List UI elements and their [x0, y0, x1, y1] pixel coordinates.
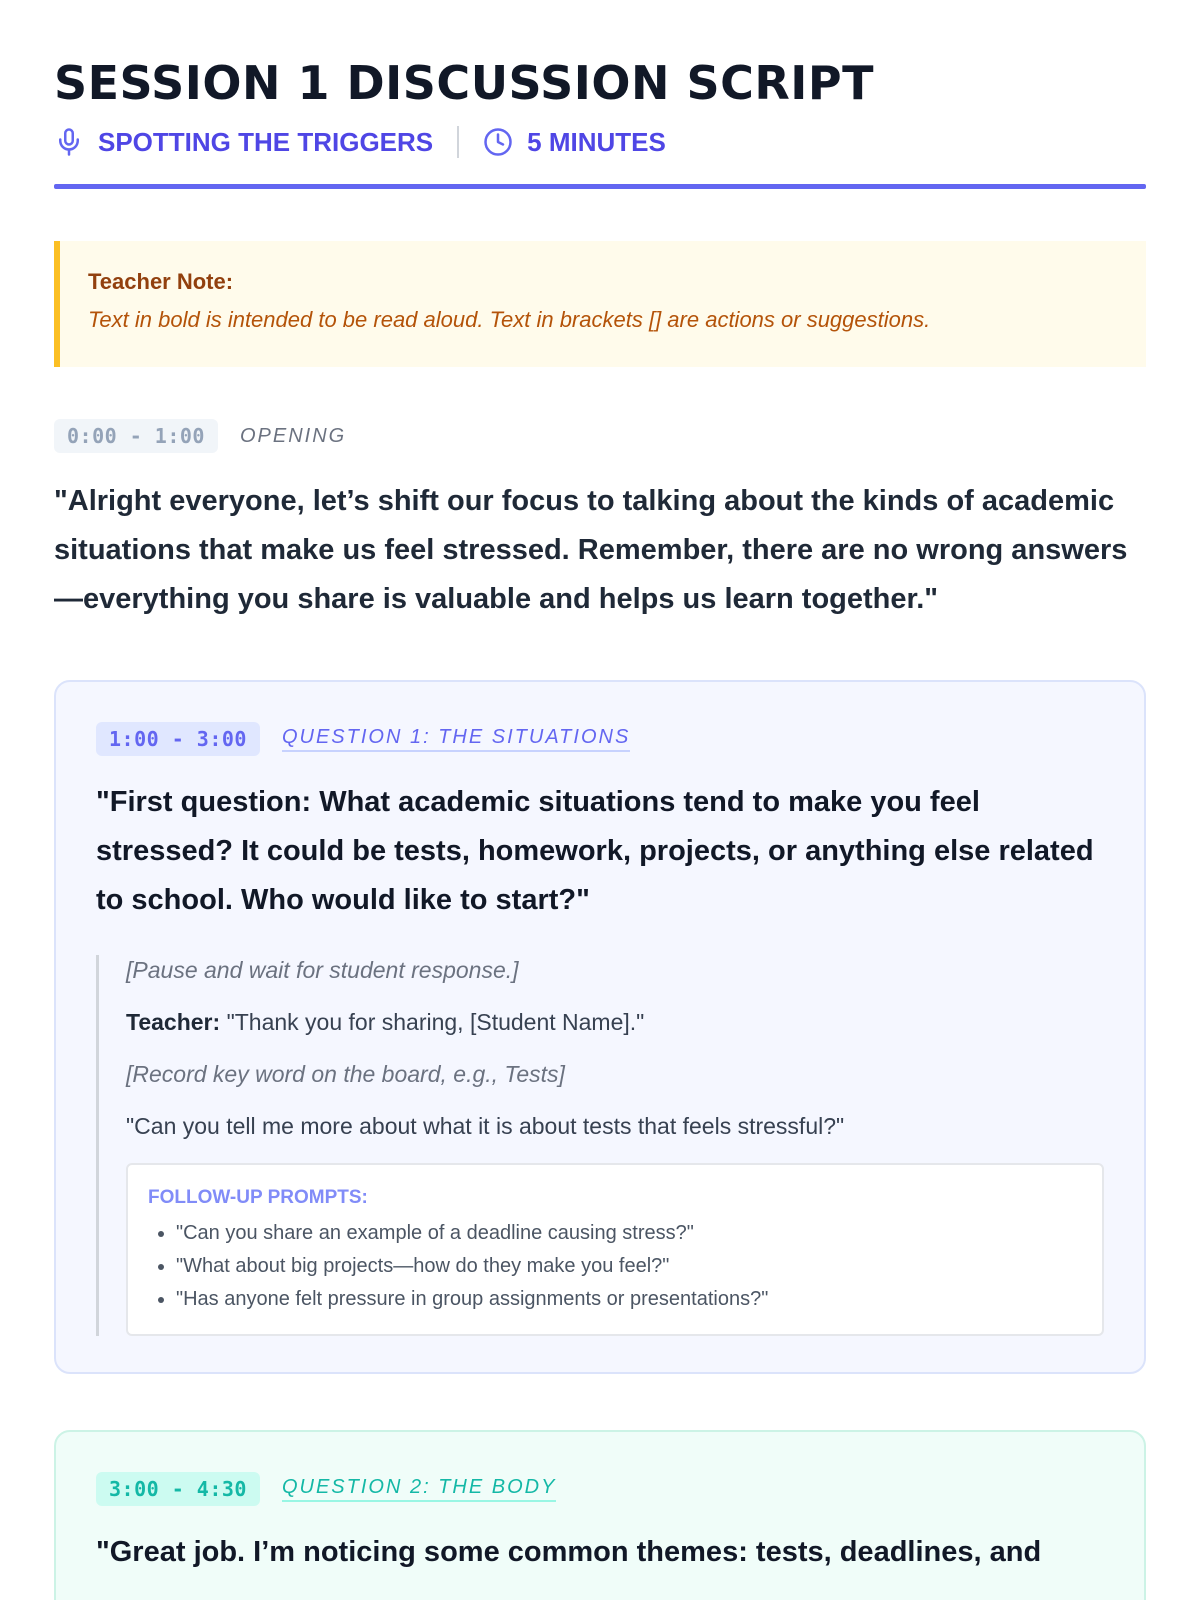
teacher-line	[126, 1007, 1104, 1037]
question-1-card	[54, 680, 1146, 1374]
opening-segment	[54, 419, 1146, 624]
record-cue: [Record key word on the board, e.g., Tests]	[126, 1061, 565, 1087]
follow-up-title: FOLLOW-UP PROMPTS:	[148, 1187, 368, 1208]
segment-label: QUESTION 2: THE BODY	[282, 1476, 556, 1502]
meta-divider	[457, 126, 459, 158]
teacher-note-text: Text in bold is intended to be read aloud. Text in brackets [] are actions or suggestions.	[88, 307, 931, 332]
time-badge: 3:00 - 4:30	[96, 1472, 260, 1506]
question-2-card	[54, 1430, 1146, 1600]
follow-up-list	[148, 1217, 1082, 1316]
question-1-speech: "First question: What academic situations tend to make you feel stressed? It could be tests, homework, projects, or anything else related to school. Who would like to start?"	[96, 786, 1094, 916]
teacher-label: Teacher:	[126, 1009, 221, 1035]
question-2-speech: "Great job. I’m noticing some common themes: tests, deadlines, and	[96, 1536, 1042, 1568]
segment-label: QUESTION 1: THE SITUATIONS	[282, 726, 630, 752]
list-item: • "What about big projects—how do they make you feel?"	[176, 1250, 1082, 1283]
pause-cue: [Pause and wait for student response.]	[126, 957, 519, 983]
header-rule	[54, 184, 1146, 189]
probe-question: "Can you tell me more about what it is about tests that feels stressful?"	[126, 1113, 845, 1139]
list-item: • "Can you share an example of a deadline causing stress?"	[176, 1217, 1082, 1250]
time-badge: 1:00 - 3:00	[96, 722, 260, 756]
teacher-note	[54, 241, 1146, 367]
session-topic: SPOTTING THE TRIGGERS	[98, 126, 434, 157]
segment-label: OPENING	[239, 424, 347, 447]
teacher-line-text: "Thank you for sharing, [Student Name]."	[226, 1009, 645, 1035]
page-title: SESSION 1 DISCUSSION SCRIPT	[54, 56, 874, 110]
teacher-exchange	[96, 955, 1104, 1336]
clock-icon	[483, 127, 513, 157]
follow-up-prompts	[126, 1163, 1104, 1336]
microphone-icon	[54, 127, 84, 157]
session-meta	[54, 124, 1146, 160]
teacher-note-title: Teacher Note:	[88, 269, 234, 294]
session-duration: 5 MINUTES	[527, 126, 666, 157]
list-item: • "Has anyone felt pressure in group assignments or presentations?"	[176, 1283, 1082, 1316]
opening-speech: "Alright everyone, let’s shift our focus to talking about the kinds of academic situations that make us feel stressed. Remember, there are no wrong answers—everything you share is valuable and helps us learn together."	[54, 485, 1128, 615]
time-badge: 0:00 - 1:00	[54, 419, 218, 453]
